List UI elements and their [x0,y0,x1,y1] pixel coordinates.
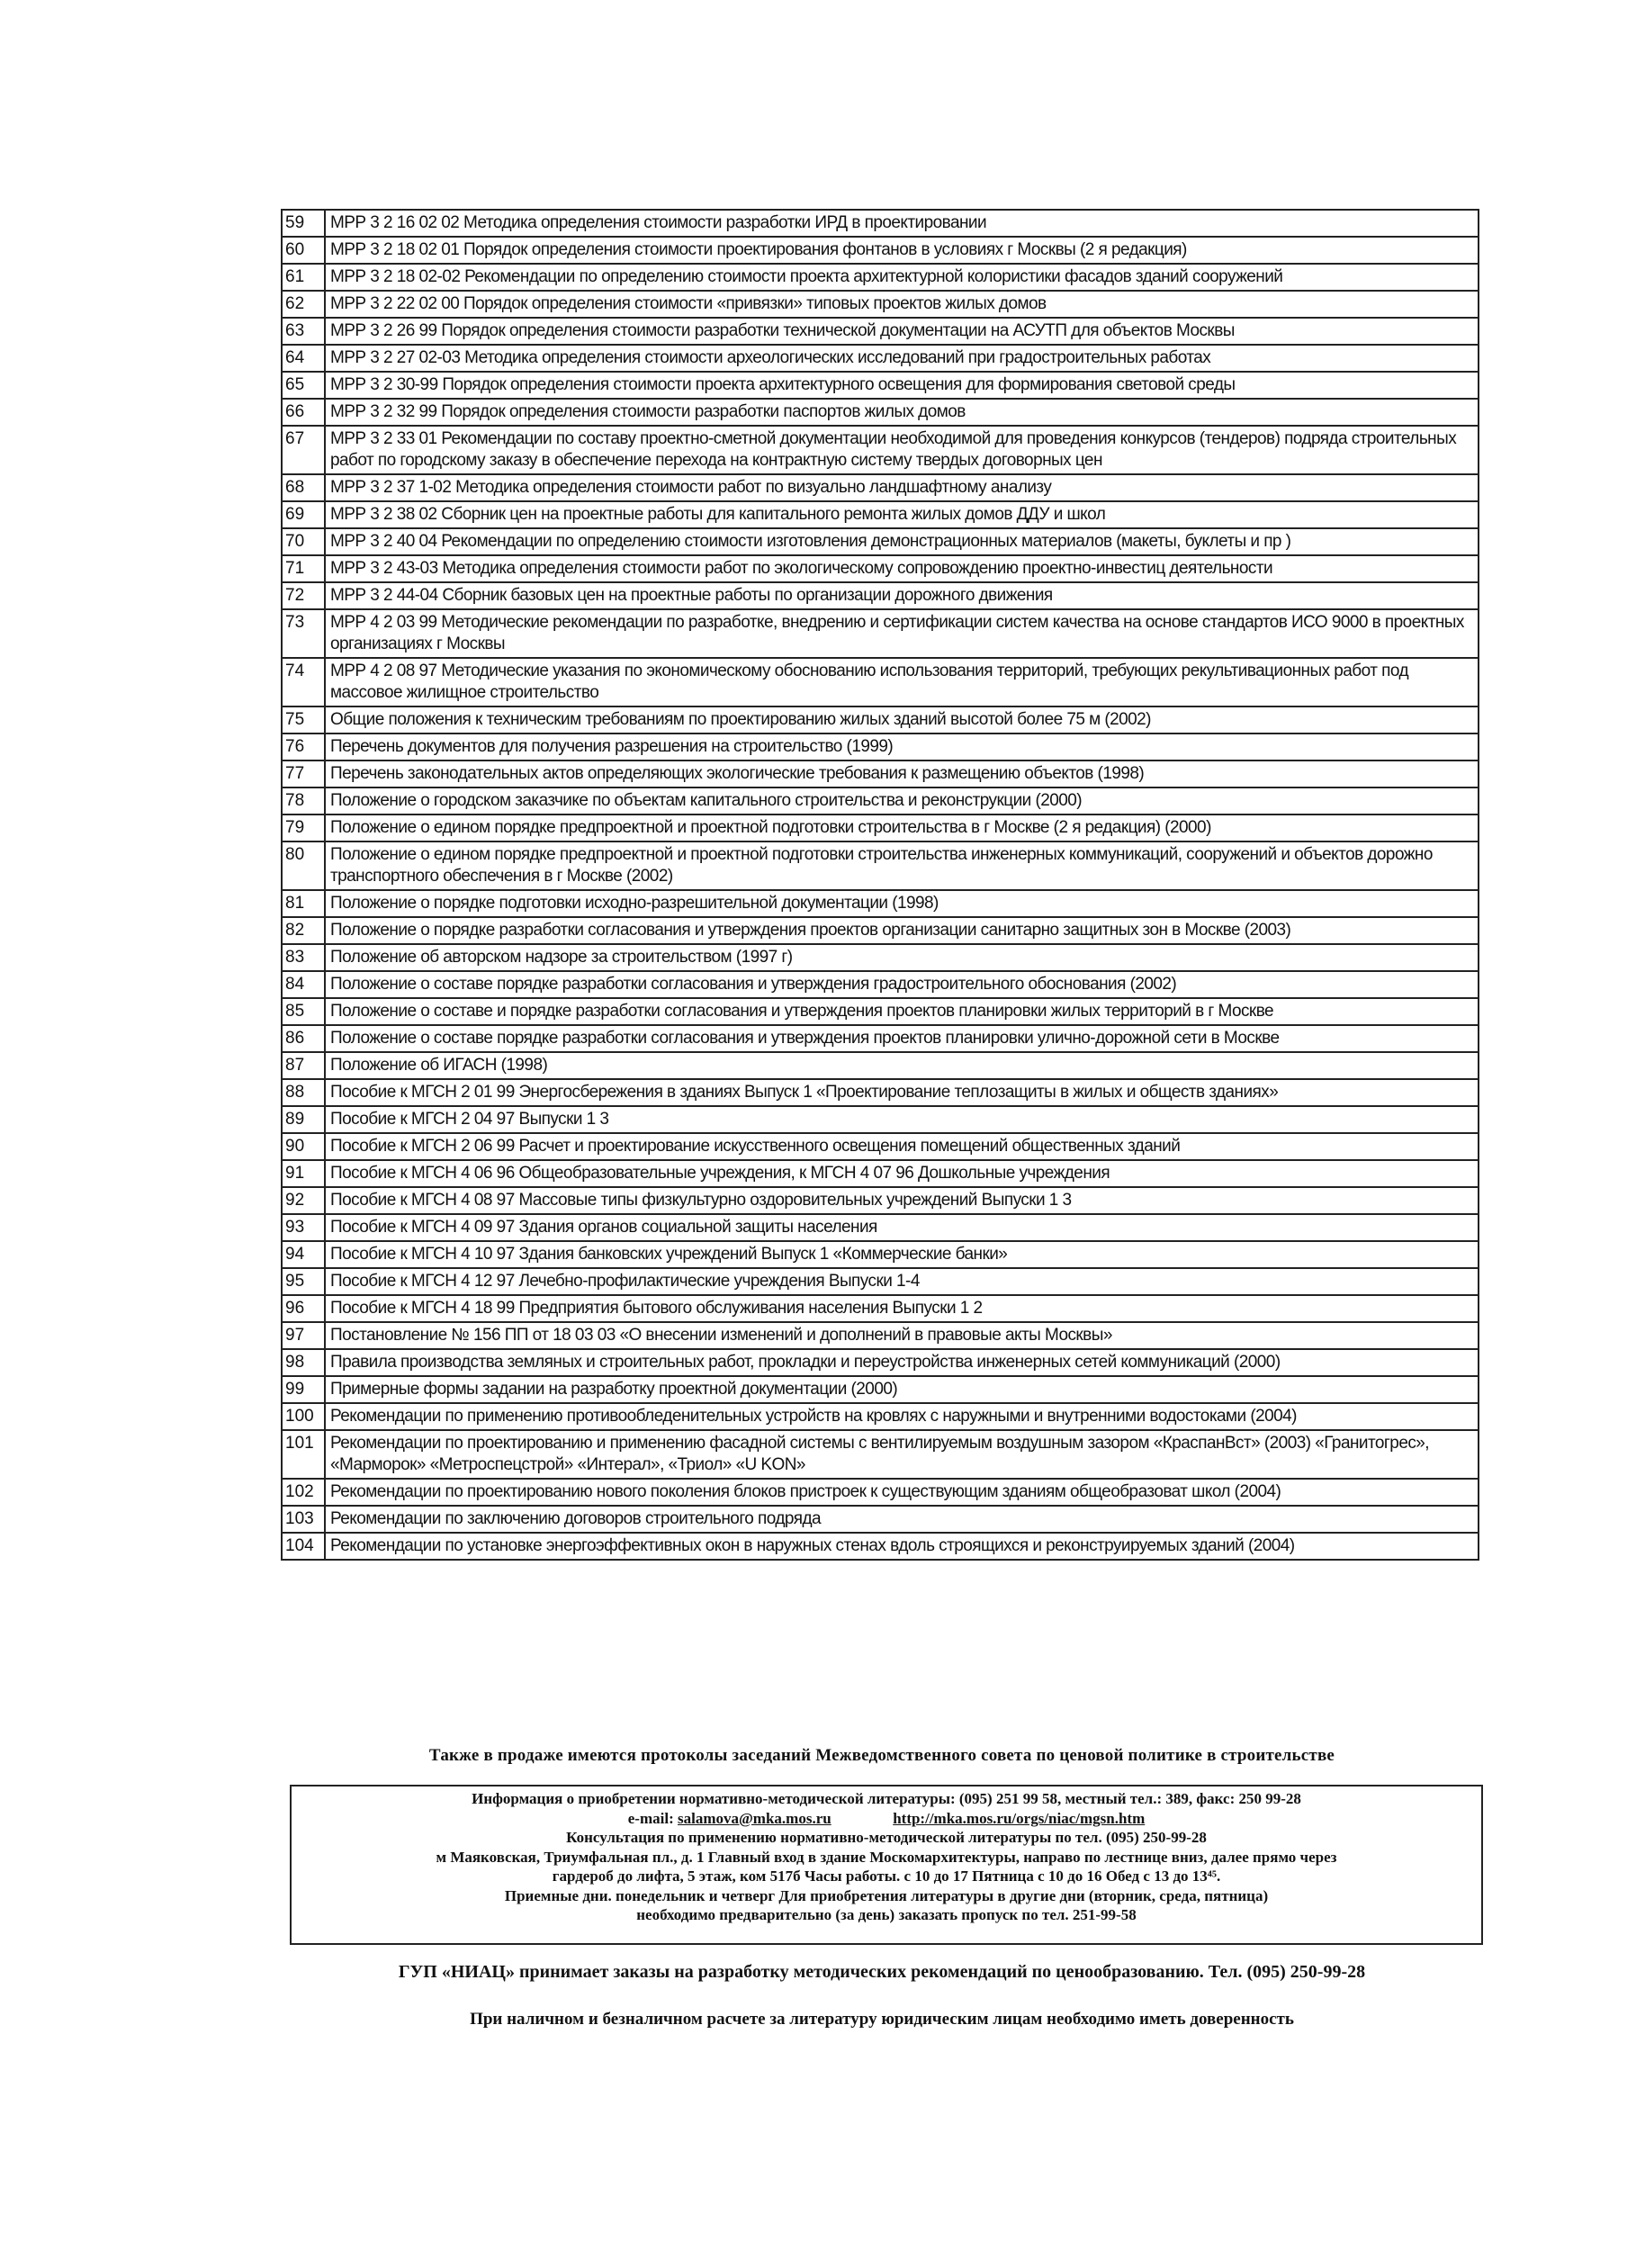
row-title: Общие положения к техническим требованиям по проектированию жилых зданий высотой более 75 м (2002) [325,706,1479,734]
table-row [282,555,1479,582]
table-row [282,318,1479,345]
row-number: 66 [282,399,325,426]
row-title: МРР 3 2 26 99 Порядок определения стоимости разработки технической документации на АСУТП для объектов Москвы [325,318,1479,345]
table-row [282,1376,1479,1403]
row-number: 94 [282,1241,325,1268]
row-title: МРР 3 2 18 02-02 Рекомендации по определению стоимости проекта архитектурной колористики фасадов зданий сооружений [325,264,1479,291]
row-number: 86 [282,1025,325,1052]
row-title: МРР 3 2 16 02 02 Методика определения стоимости разработки ИРД в проектировании [325,210,1479,237]
row-number: 83 [282,944,325,971]
row-title: МРР 3 2 43-03 Методика определения стоимости работ по экологическому сопровождению проектно-инвестиц деятельности [325,555,1479,582]
table-row [282,237,1479,264]
row-number: 102 [282,1479,325,1506]
website-link[interactable]: http://mka.mos.ru/orgs/niac/mgsn.htm [893,1809,1146,1827]
row-title: Рекомендации по заключению договоров строительного подряда [325,1506,1479,1533]
table-row [282,264,1479,291]
row-title: Положение о едином порядке предпроектной и проектной подготовки строительства в г Москве (2 я редакция) (2000) [325,814,1479,842]
row-title: Пособие к МГСН 4 18 99 Предприятия бытового обслуживания населения Выпуски 1 2 [325,1295,1479,1322]
row-number: 81 [282,890,325,917]
table-row [282,609,1479,658]
row-number: 72 [282,582,325,609]
document-list-table [281,209,1479,1561]
row-title: Положение о едином порядке предпроектной и проектной подготовки строительства инженерных коммуникаций, сооружений и объектов дорожно транспортного обеспечения в г Москве (2002) [325,842,1479,890]
row-number: 84 [282,971,325,998]
info-contacts-line [292,1809,1481,1829]
row-title: Рекомендации по проектированию нового поколения блоков пристроек к существующим зданиям общеобразоват школ (2004) [325,1479,1479,1506]
table-row [282,399,1479,426]
row-number: 59 [282,210,325,237]
table-row [282,998,1479,1025]
table-row [282,1430,1479,1479]
row-number: 92 [282,1187,325,1214]
row-number: 90 [282,1133,325,1160]
row-title: Положение о составе и порядке разработки согласования и утверждения проектов планировки жилых территорий в г Москве [325,998,1479,1025]
table-row [282,1479,1479,1506]
row-title: МРР 3 2 32 99 Порядок определения стоимости разработки паспортов жилых домов [325,399,1479,426]
info-consultation-line: Консультация по применению нормативно-методической литературы по тел. (095) 250-99-28 [566,1829,1207,1846]
row-number: 89 [282,1106,325,1133]
table-row [282,734,1479,760]
table-row [282,1268,1479,1295]
row-number: 77 [282,760,325,788]
row-title: Правила производства земляных и строительных работ, прокладки и переустройства инженерных сетей коммуникаций (2000) [325,1349,1479,1376]
row-number: 73 [282,609,325,658]
row-title: Положение о порядке разработки согласования и утверждения проектов организации санитарно защитных зон в Москве (2003) [325,917,1479,944]
table-row [282,1079,1479,1106]
table-row [282,658,1479,706]
row-number: 63 [282,318,325,345]
row-title: МРР 3 2 22 02 00 Порядок определения стоимости «привязки» типовых проектов жилых домов [325,291,1479,318]
table-row [282,426,1479,474]
row-number: 104 [282,1533,325,1560]
table-row [282,210,1479,237]
row-title: Постановление № 156 ПП от 18 03 03 «О внесении изменений и дополнений в правовые акты Москвы» [325,1322,1479,1349]
row-number: 95 [282,1268,325,1295]
table-row [282,1349,1479,1376]
table-row [282,971,1479,998]
row-title: Примерные формы задании на разработку проектной документации (2000) [325,1376,1479,1403]
row-title: МРР 3 2 40 04 Рекомендации по определению стоимости изготовления демонстрационных материалов (макеты, буклеты и пр ) [325,528,1479,555]
row-title: Пособие к МГСН 2 01 99 Энергосбережения в зданиях Выпуск 1 «Проектирование теплозащиты в жилых и обществ зданиях» [325,1079,1479,1106]
also-for-sale-note: Также в продаже имеются протоколы заседаний Межведомственного совета по ценовой политике в строительстве [428,1746,1335,1765]
row-number: 97 [282,1322,325,1349]
table-row [282,291,1479,318]
table-row [282,582,1479,609]
row-title: Пособие к МГСН 4 06 96 Общеобразовательные учреждения, к МГСН 4 07 96 Дошкольные учреждения [325,1160,1479,1187]
row-number: 64 [282,345,325,372]
row-title: МРР 3 2 44-04 Сборник базовых цен на проектные работы по организации дорожного движения [325,582,1479,609]
row-title: Перечень законодательных актов определяющих экологические требования к размещению объектов (1998) [325,760,1479,788]
row-title: Перечень документов для получения разрешения на строительство (1999) [325,734,1479,760]
row-number: 88 [282,1079,325,1106]
table-row [282,1160,1479,1187]
row-title: Пособие к МГСН 2 04 97 Выпуски 1 3 [325,1106,1479,1133]
row-number: 85 [282,998,325,1025]
table-row [282,528,1479,555]
purchase-info-box [290,1785,1483,1945]
row-number: 91 [282,1160,325,1187]
row-title: МРР 3 2 38 02 Сборник цен на проектные работы для капитального ремонта жилых домов ДДУ и школ [325,501,1479,528]
row-number: 101 [282,1430,325,1479]
table-row [282,917,1479,944]
row-number: 68 [282,474,325,501]
row-title: МРР 3 2 27 02-03 Методика определения стоимости археологических исследований при градостроительных работах [325,345,1479,372]
row-title: Пособие к МГСН 2 06 99 Расчет и проектирование искусственного освещения помещений общественных зданий [325,1133,1479,1160]
info-phone-line: Информация о приобретении нормативно-методической литературы: (095) 251 99 58, местный тел.: 389, факс: 250 99-28 [472,1790,1301,1807]
row-title: МРР 4 2 03 99 Методические рекомендации по разработке, внедрению и сертификации систем качества на основе стандартов ИСО 9000 в проектных организациях г Москвы [325,609,1479,658]
table-row [282,706,1479,734]
row-title: Пособие к МГСН 4 10 97 Здания банковских учреждений Выпуск 1 «Коммерческие банки» [325,1241,1479,1268]
row-number: 78 [282,788,325,814]
row-title: МРР 3 2 30-99 Порядок определения стоимости проекта архитектурного освещения для формирования световой среды [325,372,1479,399]
info-reception-days-line: Приемные дни. понедельник и четверг Для приобретения литературы в другие дни (вторник, среда, пятница) [504,1886,1269,1904]
table-row [282,1322,1479,1349]
row-number: 99 [282,1376,325,1403]
table-row [282,474,1479,501]
row-title: Рекомендации по проектированию и применению фасадной системы с вентилируемым воздушным зазором «КраспанВст» (2003) «Гранитогрес», «Марморок» «Метроспецстрой» «Интерал», «Триол» «U KON» [325,1430,1479,1479]
row-number: 69 [282,501,325,528]
table-row [282,1241,1479,1268]
table-row [282,760,1479,788]
row-number: 71 [282,555,325,582]
row-title: Пособие к МГСН 4 08 97 Массовые типы физкультурно оздоровительных учреждений Выпуски 1 3 [325,1187,1479,1214]
row-title: МРР 4 2 08 97 Методические указания по экономическому обоснованию использования территорий, требующих рекультивационных работ под массовое жилищное строительство [325,658,1479,706]
table-row [282,501,1479,528]
row-number: 60 [282,237,325,264]
row-title: Положение о составе порядке разработки согласования и утверждения проектов планировки улично-дорожной сети в Москве [325,1025,1479,1052]
row-number: 93 [282,1214,325,1241]
table-row [282,1187,1479,1214]
table-row [282,788,1479,814]
row-title: Пособие к МГСН 4 09 97 Здания органов социальной защиты населения [325,1214,1479,1241]
row-number: 103 [282,1506,325,1533]
row-title: Рекомендации по применению противообледенительных устройств на кровлях с наружными и внутренними водостоками (2004) [325,1403,1479,1430]
row-number: 98 [282,1349,325,1376]
row-number: 80 [282,842,325,890]
email-label: e-mail: [627,1809,674,1827]
table-row [282,814,1479,842]
row-number: 65 [282,372,325,399]
row-title: МРР 3 2 33 01 Рекомендации по составу проектно-сметной документации необходимой для проведения конкурсов (тендеров) подряда строительных работ по городскому заказу в обеспечение перехода на контрактную систему твердых договорных цен [325,426,1479,474]
table-row [282,944,1479,971]
table-row [282,1506,1479,1533]
row-title: МРР 3 2 18 02 01 Порядок определения стоимости проектирования фонтанов в условиях г Москвы (2 я редакция) [325,237,1479,264]
table-row [282,345,1479,372]
row-number: 62 [282,291,325,318]
orders-note: ГУП «НИАЦ» принимает заказы на разработку методических рекомендаций по ценообразованию. Тел. (095) 250-99-28 [398,1962,1366,1982]
table-row [282,1533,1479,1560]
row-title: Положение об ИГАСН (1998) [325,1052,1479,1079]
email-link[interactable]: salamova@mka.mos.ru [677,1809,831,1827]
table-row [282,372,1479,399]
row-number: 70 [282,528,325,555]
row-number: 96 [282,1295,325,1322]
row-number: 61 [282,264,325,291]
row-title: Положение о порядке подготовки исходно-разрешительной документации (1998) [325,890,1479,917]
row-title: Положение о городском заказчике по объектам капитального строительства и реконструкции (2000) [325,788,1479,814]
table-row [282,1025,1479,1052]
row-title: Положение об авторском надзоре за строительством (1997 г) [325,944,1479,971]
row-title: Рекомендации по установке энергоэффективных окон в наружных стенах вдоль строящихся и реконструируемых зданий (2004) [325,1533,1479,1560]
row-title: МРР 3 2 37 1-02 Методика определения стоимости работ по визуально ландшафтному анализу [325,474,1479,501]
row-number: 75 [282,706,325,734]
table-row [282,1052,1479,1079]
table-row [282,842,1479,890]
table-row [282,1214,1479,1241]
info-address-line: м Маяковская, Триумфальная пл., д. 1 Главный вход в здание Москомархитектуры, направо по лестнице вниз, далее прямо через [436,1848,1337,1866]
document-list-body [282,210,1479,1560]
table-row [282,1295,1479,1322]
row-title: Пособие к МГСН 4 12 97 Лечебно-профилактические учреждения Выпуски 1-4 [325,1268,1479,1295]
row-title: Положение о составе порядке разработки согласования и утверждения градостроительного обоснования (2002) [325,971,1479,998]
row-number: 100 [282,1403,325,1430]
table-row [282,890,1479,917]
row-number: 74 [282,658,325,706]
row-number: 76 [282,734,325,760]
table-row [282,1133,1479,1160]
info-pass-line: необходимо предварительно (за день) заказать пропуск по тел. 251-99-58 [636,1906,1137,1923]
row-number: 67 [282,426,325,474]
row-number: 79 [282,814,325,842]
table-row [282,1106,1479,1133]
power-of-attorney-note: При наличном и безналичном расчете за литературу юридическим лицам необходимо иметь доверенность [470,2010,1294,2029]
info-hours-line: гардероб до лифта, 5 этаж, ком 517б Часы работы. с 10 до 17 Пятница с 10 до 16 Обед с 13 до 13⁴⁵. [552,1868,1221,1885]
row-number: 82 [282,917,325,944]
table-row [282,1403,1479,1430]
row-number: 87 [282,1052,325,1079]
